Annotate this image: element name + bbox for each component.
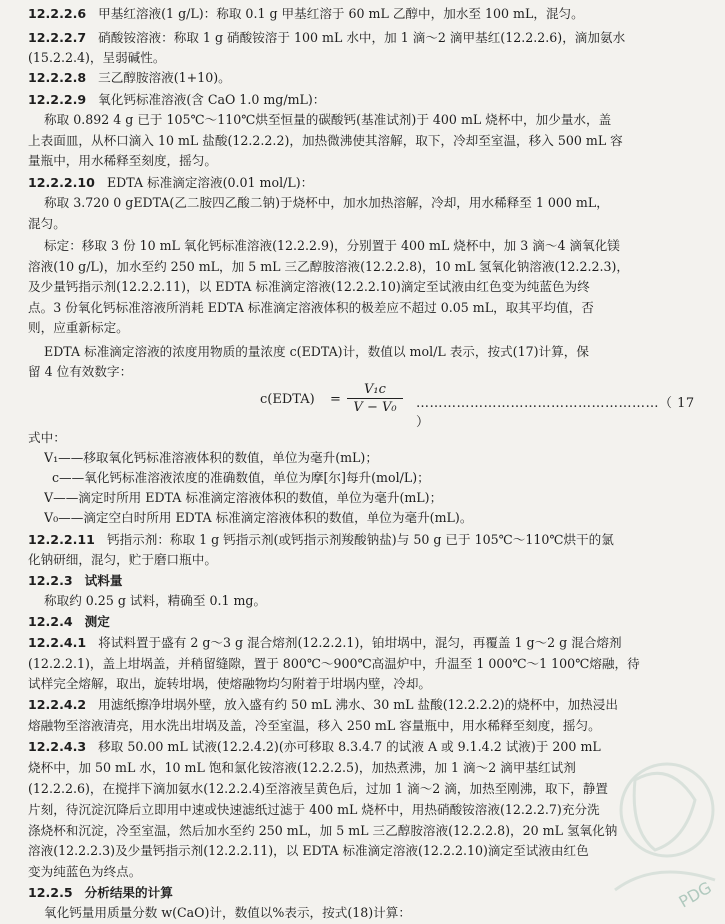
paragraph-line: 留 4 位有效数字：	[28, 364, 133, 379]
section-heading-12-2-5: 12.2.5 分析结果的计算	[28, 885, 173, 900]
variable-definition: V₀——滴定空白时所用 EDTA 标准滴定溶液体积的数值，单位为毫升(mL)。	[44, 510, 473, 525]
paragraph-line: 称取 0.892 4 g 已于 105℃～110℃烘至恒量的碳酸钙(基准试剂)于 400 mL 烧杯中，加少量水，盖	[44, 112, 612, 127]
formula-equals: =	[330, 392, 341, 407]
paragraph-line: 称取约 0.25 g 试料，精确至 0.1 mg。	[44, 593, 267, 608]
paragraph-line: 标定：移取 3 份 10 mL 氧化钙标准溶液(12.2.2.9)，分别置于 400 mL 烧杯中，加 3 滴～4 滴氧化镁	[44, 238, 620, 253]
paragraph-line: 试样完全熔解，取出，旋转坩埚，使熔融物均匀附着于坩埚内壁，冷却。	[28, 676, 431, 691]
paragraph-line: 上表面皿，从杯口滴入 10 mL 盐酸(12.2.2.2)，加热微沸使其溶解，取下，冷却至室温，移入 500 mL 容	[28, 133, 623, 148]
formula-lhs: c(EDTA)	[260, 392, 315, 407]
paragraph-line: 称取 3.720 0 gEDTA(乙二胺四乙酸二钠)于烧杯中，加水加热溶解，冷却，用水稀释至 1 000 mL，	[44, 195, 609, 210]
line-continued: (15.2.2.4)，呈弱碱性。	[28, 50, 166, 65]
section-heading-12-2-4: 12.2.4 测定	[28, 614, 110, 629]
line-12-2-4-2: 12.2.4.2 用滤纸擦净坩埚外壁，放入盛有约 50 mL 沸水、30 mL 盐酸(12.2.2.2)的烧杯中，加热浸出	[28, 697, 618, 712]
paragraph-line: 氧化钙量用质量分数 w(CaO)计，数值以%表示，按式(18)计算：	[44, 905, 411, 920]
paragraph-line: (12.2.2.6)，在搅拌下滴加氨水(12.2.2.4)至溶液呈黄色后，过加 1 滴～2 滴，加热至刚沸，取下，静置	[28, 781, 609, 796]
paragraph-line: 化钠研细，混匀，贮于磨口瓶中。	[28, 552, 217, 567]
watermark-text: PDG	[675, 877, 715, 912]
paragraph-line: EDTA 标准滴定溶液的浓度用物质的量浓度 c(EDTA)计，数值以 mol/L 表示，按式(17)计算，保	[44, 344, 589, 359]
line-12-2-2-6: 12.2.2.6 甲基红溶液(1 g/L)：称取 0.1 g 甲基红溶于 60 mL 乙醇中，加水至 100 mL，混匀。	[28, 6, 584, 21]
line-12-2-4-3: 12.2.4.3 移取 50.00 mL 试液(12.2.4.2)(亦可移取 8.3.4.7 的试液 A 或 9.1.4.2 试液)于 200 mL	[28, 739, 601, 754]
paragraph-line: 混匀。	[28, 216, 66, 231]
line-12-2-2-11: 12.2.2.11 钙指示剂：称取 1 g 钙指示剂(或钙指示剂羧酸钠盐)与 50 g 已于 105℃～110℃烘干的氯	[28, 532, 614, 547]
line-12-2-2-10: 12.2.2.10 EDTA 标准滴定溶液(0.01 mol/L)：	[28, 175, 314, 190]
paragraph-line: 烧杯中，加 50 mL 水，10 mL 饱和氯化铵溶液(12.2.2.5)，加热煮沸，加 1 滴～2 滴甲基红试剂	[28, 760, 576, 775]
paragraph-line: 点。3 份氧化钙标准溶液所消耗 EDTA 标准滴定溶液体积的极差应不超过 0.05 mL，取其平均值，否	[28, 300, 594, 315]
formula-17	[260, 382, 700, 430]
paragraph-line: 涤烧杯和沉淀，冷至室温，然后加水至约 250 mL，加 5 mL 三乙醇胺溶液(12.2.2.8)，20 mL 氢氧化钠	[28, 823, 618, 838]
line-12-2-2-7: 12.2.2.7 硝酸铵溶液：称取 1 g 硝酸铵溶于 100 mL 水中，加 1 滴～2 滴甲基红(12.2.2.6)，滴加氨水	[28, 30, 626, 45]
line-12-2-2-8: 12.2.2.8 三乙醇胺溶液(1+10)。	[28, 70, 231, 85]
paragraph-line: 溶液(10 g/L)，加水至约 250 mL，加 5 mL 三乙醇胺溶液(12.2.2.8)，10 mL 氢氧化钠溶液(12.2.2.3)，	[28, 259, 629, 274]
formula-fraction	[347, 382, 403, 417]
section-heading-12-2-3: 12.2.3 试料量	[28, 573, 123, 588]
line-12-2-2-9: 12.2.2.9 氧化钙标准溶液(含 CaO 1.0 mg/mL)：	[28, 92, 326, 107]
paragraph-line: 量瓶中，用水稀释至刻度，摇匀。	[28, 153, 217, 168]
paragraph-line: 则，应重新标定。	[28, 320, 129, 335]
variable-definition: V₁——移取氧化钙标准溶液体积的数值，单位为毫升(mL)；	[44, 450, 378, 465]
paragraph-line: 及少量钙指示剂(12.2.2.11)，以 EDTA 标准滴定溶液(12.2.2.10)滴定至试液由红色变为纯蓝色为终	[28, 279, 590, 294]
paragraph-line: 熔融物至溶液清亮，用水洗出坩埚及盖，冷至室温，移入 250 mL 容量瓶中，用水稀释至刻度，摇匀。	[28, 718, 601, 733]
variable-definition: V——滴定时所用 EDTA 标准滴定溶液体积的数值，单位为毫升(mL)；	[44, 490, 443, 505]
formula-numerator: V₁c	[347, 382, 403, 399]
formula-leader: ………………………………………………（ 17 ）	[416, 396, 695, 430]
paragraph-line: 溶液(12.2.2.3)及少量钙指示剂(12.2.2.11)，以 EDTA 标准滴定溶液(12.2.2.10)滴定至试液由红色	[28, 843, 589, 858]
where-label: 式中：	[28, 430, 66, 445]
paragraph-line: 片刻，待沉淀沉降后立即用中速或快速滤纸过滤于 400 mL 烧杯中，用热硝酸铵溶液(12.2.2.7)充分洗	[28, 802, 600, 817]
formula-denominator: V − V₀	[353, 400, 397, 415]
line-12-2-4-1: 12.2.4.1 将试料置于盛有 2 g～3 g 混合熔剂(12.2.2.1)，铂坩埚中，混匀，再覆盖 1 g～2 g 混合熔剂	[28, 635, 622, 650]
paragraph-line: (12.2.2.1)，盖上坩埚盖，并稍留缝隙，置于 800℃～900℃高温炉中，升温至 1 000℃～1 100℃熔融，待	[28, 656, 640, 671]
variable-definition: c——氧化钙标准溶液浓度的准确数值，单位为摩[尔]每升(mol/L)；	[52, 470, 430, 485]
paragraph-line: 变为纯蓝色为终点。	[28, 864, 142, 879]
